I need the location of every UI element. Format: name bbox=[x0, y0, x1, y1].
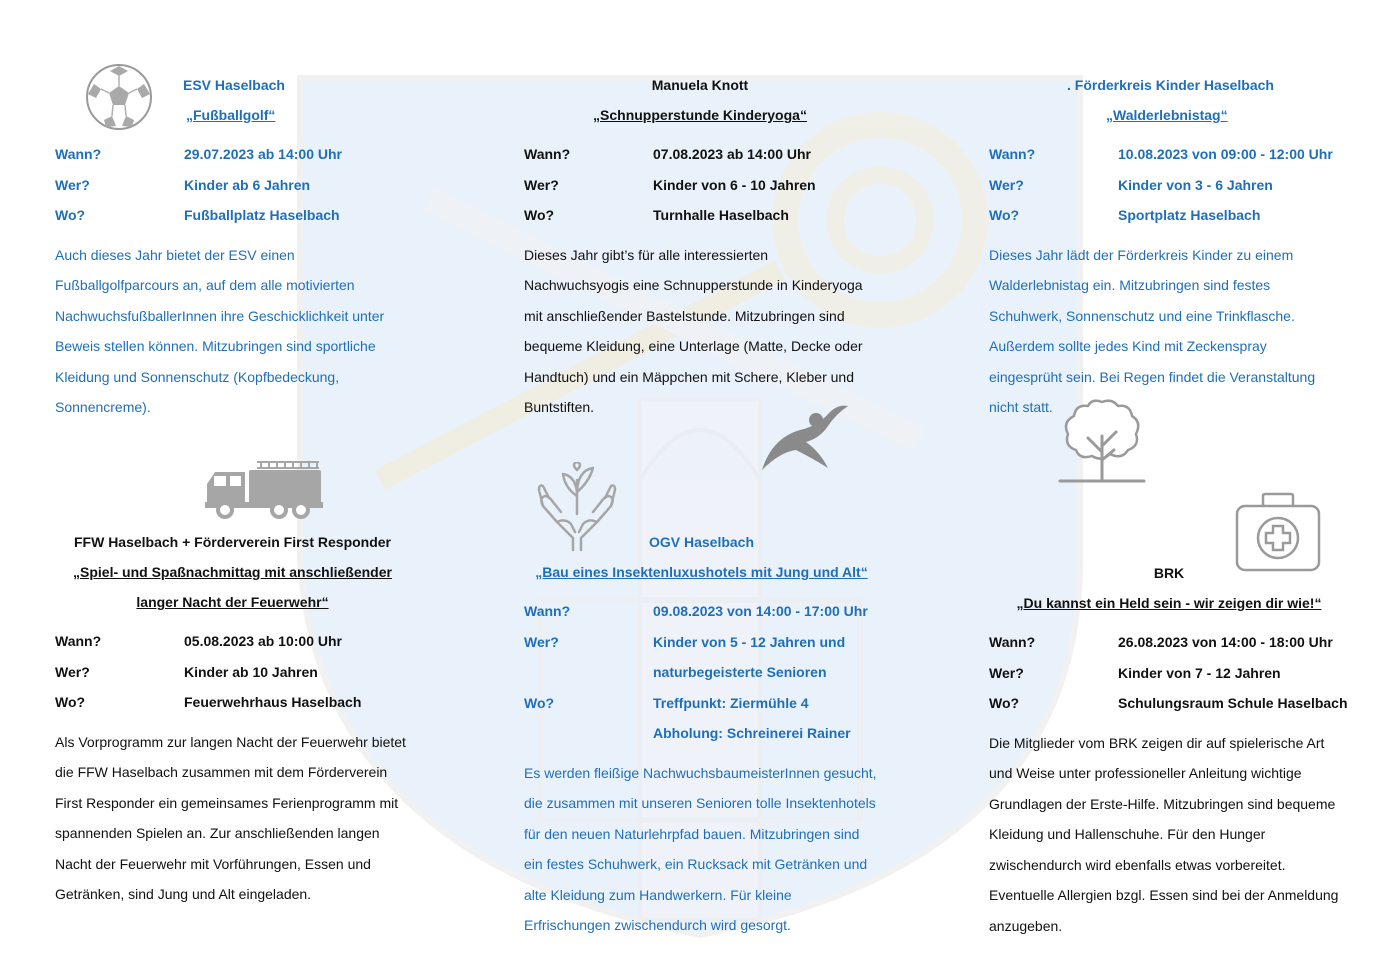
wann-label: Wann? bbox=[989, 634, 1036, 650]
wer-value: Kinder von 7 - 12 Jahren bbox=[1118, 664, 1281, 681]
wann-value: 09.08.2023 von 14:00 - 17:00 Uhr bbox=[653, 603, 868, 619]
wann-label: Wann? bbox=[524, 146, 571, 162]
wer-value-line-2: naturbegeisterte Senioren bbox=[653, 664, 827, 680]
wo-label: Wo? bbox=[55, 207, 86, 223]
row-wer bbox=[524, 170, 876, 201]
event-description: Es werden fleißige NachwuchsbaumeisterInnen gesucht, die zusammen mit unseren Senioren tolle Insektenhotels für den neuen Naturlehrpfad bauen. Mitzubringen sind ein festes Schuhwerk, ein Rucksack mit Getränken und alte Kleidung zum Handwerkern. Für kleine Erfrischungen zwischendurch wird gesorgt. bbox=[524, 764, 877, 934]
event-organizer: OGV Haselbach bbox=[648, 534, 755, 550]
row-wo bbox=[524, 688, 879, 719]
row-wo-cont bbox=[524, 718, 879, 749]
wer-value-line-1: Kinder von 5 - 12 Jahren und bbox=[653, 633, 846, 650]
wo-value: Sportplatz Haselbach bbox=[1118, 207, 1261, 223]
wer-value: Kinder von 6 - 10 Jahren bbox=[653, 176, 816, 193]
row-wo bbox=[524, 200, 876, 231]
row-wo bbox=[55, 687, 410, 718]
event-description: Auch dieses Jahr bietet der ESV einen Fußballgolfparcours an, auf dem alle motivierten NachwuchsfußballerInnen ihre Geschicklichkeit unter Beweis stellen können. Mitzubringen sind sportliche Kleidung und Sonnenschutz (Kopfbedeckung, Sonnencreme). bbox=[55, 246, 385, 416]
wo-label: Wo? bbox=[524, 207, 555, 223]
event-description: Die Mitglieder vom BRK zeigen dir auf spielerische Art und Weise unter professioneller Anleitung wichtige Grundlagen der Erste-Hilfe. Mitzubringen sind bequeme Kleidung und Hallenschuhe. Für den Hunger zwischendurch wird ebenfalls etwas vorbereitet. Eventuelle Allergien bzgl. Essen sind bei der Anmeldung anzugeben. bbox=[989, 734, 1339, 935]
wo-label: Wo? bbox=[989, 207, 1020, 223]
row-wer bbox=[989, 170, 1349, 201]
wo-value: Fußballplatz Haselbach bbox=[184, 207, 340, 223]
event-ogv bbox=[524, 527, 879, 941]
event-title: „Walderlebnistag“ bbox=[1106, 107, 1228, 123]
event-organizer: FFW Haselbach + Förderverein First Responder bbox=[73, 534, 392, 550]
row-wann bbox=[989, 139, 1349, 170]
wer-label: Wer? bbox=[55, 663, 90, 680]
wer-label: Wer? bbox=[55, 176, 90, 193]
row-wo bbox=[989, 200, 1349, 231]
event-title-line-2: langer Nacht der Feuerwehr“ bbox=[136, 594, 329, 610]
event-esv bbox=[55, 70, 400, 423]
event-organizer: Manuela Knott bbox=[651, 77, 749, 93]
wo-label: Wo? bbox=[989, 695, 1020, 711]
event-description: Dieses Jahr lädt der Förderkreis Kinder zu einem Walderlebnistag ein. Mitzubringen sind festes Schuhwerk, Sonnenschutz und eine Trinkflasche. Außerdem sollte jedes Kind mit Zeckenspray eingesprüht sein. Bei Regen findet die Veranstaltung nicht statt. bbox=[989, 246, 1316, 416]
wann-label: Wann? bbox=[524, 603, 571, 619]
wo-value: Feuerwehrhaus Haselbach bbox=[184, 694, 362, 710]
row-wann bbox=[989, 627, 1349, 658]
wann-label: Wann? bbox=[989, 146, 1036, 162]
wo-label: Wo? bbox=[524, 694, 555, 711]
wo-value-line-2: Abholung: Schreinerei Rainer bbox=[653, 725, 851, 741]
wann-value: 26.08.2023 von 14:00 - 18:00 Uhr bbox=[1118, 634, 1333, 650]
row-wann bbox=[55, 626, 410, 657]
wo-value-line-1: Treffpunkt: Ziermühle 4 bbox=[653, 694, 809, 711]
row-wer bbox=[524, 627, 879, 658]
event-yoga bbox=[524, 70, 876, 423]
event-description: Dieses Jahr gibt’s für alle interessierten Nachwuchsyogis eine Schnupperstunde in Kinderyoga mit anschließender Bastelstunde. Mitzubringen sind bequeme Kleidung, eine Unterlage (Matte, Decke oder Handtuch) und ein Mäppchen mit Schere, Kleber und Buntstiften. bbox=[524, 246, 863, 416]
row-wer-cont bbox=[524, 657, 879, 688]
event-organizer: ESV Haselbach bbox=[183, 77, 285, 93]
row-wann bbox=[55, 139, 400, 170]
wo-value: Schulungsraum Schule Haselbach bbox=[1118, 695, 1348, 711]
wer-label: Wer? bbox=[989, 176, 1024, 193]
row-wer bbox=[55, 170, 400, 201]
row-wo bbox=[989, 688, 1349, 719]
event-organizer: BRK bbox=[1153, 565, 1185, 581]
wann-value: 10.08.2023 von 09:00 - 12:00 Uhr bbox=[1118, 146, 1333, 162]
row-wer bbox=[989, 658, 1349, 689]
wer-value: Kinder von 3 - 6 Jahren bbox=[1118, 176, 1273, 193]
wann-label: Wann? bbox=[55, 146, 102, 162]
event-organizer: . Förderkreis Kinder Haselbach bbox=[1067, 77, 1274, 93]
wer-label: Wer? bbox=[524, 633, 559, 650]
event-title: „Schnupperstunde Kinderyoga“ bbox=[593, 107, 807, 123]
wer-value: Kinder ab 6 Jahren bbox=[184, 176, 311, 193]
fire-truck-icon bbox=[205, 458, 323, 520]
wo-label: Wo? bbox=[55, 694, 86, 710]
event-title: „Bau eines Insektenluxushotels mit Jung und Alt“ bbox=[535, 564, 868, 580]
wer-value: Kinder ab 10 Jahren bbox=[184, 663, 318, 680]
wann-label: Wann? bbox=[55, 633, 102, 649]
wann-value: 29.07.2023 ab 14:00 Uhr bbox=[184, 146, 342, 162]
wo-value: Turnhalle Haselbach bbox=[653, 207, 789, 223]
wer-label: Wer? bbox=[524, 176, 559, 193]
event-title: „Fußballgolf“ bbox=[186, 107, 276, 123]
row-wo bbox=[55, 200, 400, 231]
row-wann bbox=[524, 596, 879, 627]
event-foerderkreis bbox=[989, 70, 1349, 423]
event-description: Als Vorprogramm zur langen Nacht der Feuerwehr bietet die FFW Haselbach zusammen mit dem Förderverein First Responder ein gemeinsames Ferienprogramm mit spannenden Spielen an. Zur anschließenden langen Nacht der Feuerwehr mit Vorführungen, Essen und Getränken, sind Jung und Alt eingeladen. bbox=[55, 733, 406, 903]
event-title-line-1: „Spiel- und Spaßnachmittag mit anschließender bbox=[73, 564, 392, 580]
row-wann bbox=[524, 139, 876, 170]
event-ffw bbox=[55, 527, 410, 910]
event-brk bbox=[989, 558, 1349, 942]
event-title: „Du kannst ein Held sein - wir zeigen dir wie!“ bbox=[1016, 595, 1322, 611]
wer-label: Wer? bbox=[989, 664, 1024, 681]
wann-value: 05.08.2023 ab 10:00 Uhr bbox=[184, 633, 342, 649]
row-wer bbox=[55, 657, 410, 688]
wann-value: 07.08.2023 ab 14:00 Uhr bbox=[653, 146, 811, 162]
